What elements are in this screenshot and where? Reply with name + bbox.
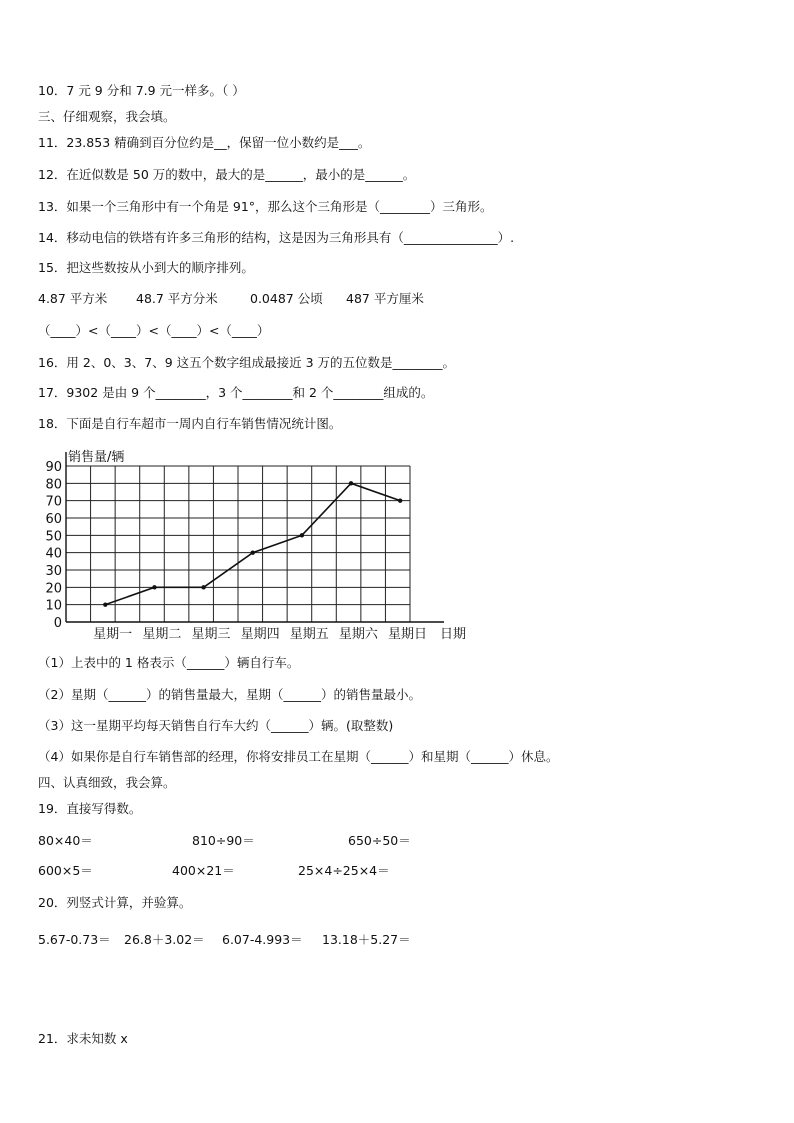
question-15-order: （____）<（____）<（____）<（____） bbox=[38, 323, 270, 338]
question-15-items bbox=[38, 291, 538, 307]
calc-item: 810÷90＝ bbox=[192, 833, 255, 848]
data-point bbox=[201, 585, 205, 589]
question-16: 16．用 2、0、3、7、9 这五个数字组成最接近 3 万的五位数是________。 bbox=[38, 355, 456, 370]
y-tick-label: 10 bbox=[45, 598, 62, 614]
question-18-2: （2）星期（______）的销售量最大，星期（______）的销售量最小。 bbox=[38, 687, 421, 702]
q15-item: 48.7 平方分米 bbox=[136, 291, 218, 306]
x-tick-label: 星期一 bbox=[93, 627, 133, 642]
y-tick-label: 50 bbox=[45, 529, 62, 545]
question-18-1: （1）上表中的 1 格表示（______）辆自行车。 bbox=[38, 655, 300, 670]
y-tick-label: 80 bbox=[45, 477, 62, 493]
section-4-heading: 四、认真细致，我会算。 bbox=[38, 775, 176, 790]
y-tick-label: 30 bbox=[45, 564, 62, 579]
y-tick-label: 90 bbox=[45, 460, 62, 475]
question-18-4: （4）如果你是自行车销售部的经理，你将安排员工在星期（______）和星期（______）休息。 bbox=[38, 749, 559, 764]
data-point bbox=[103, 602, 107, 606]
question-18: 18．下面是自行车超市一周内自行车销售情况统计图。 bbox=[38, 416, 342, 431]
question-12: 12．在近似数是 50 万的数中，最大的是______，最小的是______。 bbox=[38, 167, 416, 182]
calc-item: 5.67-0.73＝ bbox=[38, 932, 111, 947]
x-tick-label: 星期四 bbox=[240, 627, 280, 642]
question-18-3: （3）这一星期平均每天销售自行车大约（______）辆。(取整数) bbox=[38, 718, 394, 733]
data-point bbox=[349, 481, 353, 485]
y-tick-label: 20 bbox=[45, 581, 62, 597]
question-21: 21．求未知数 x bbox=[38, 1031, 128, 1046]
y-tick-label: 0 bbox=[53, 616, 62, 631]
sales-series-line bbox=[105, 483, 400, 604]
calc-item: 6.07-4.993＝ bbox=[222, 932, 303, 947]
y-tick-label: 60 bbox=[45, 512, 62, 527]
calc-item: 400×21＝ bbox=[172, 863, 235, 878]
question-15: 15．把这些数按从小到大的顺序排列。 bbox=[38, 260, 254, 275]
question-17: 17．9302 是由 9 个________，3 个________和 2 个________组成的。 bbox=[38, 385, 434, 400]
y-axis-label: 销售量/辆 bbox=[68, 450, 125, 465]
data-point bbox=[251, 550, 255, 554]
question-10: 10．7 元 9 分和 7.9 元一样多。（ ） bbox=[38, 83, 245, 98]
calc-item: 80×40＝ bbox=[38, 833, 93, 848]
question-11: 11．23.853 精确到百分位约是__，保留一位小数约是___。 bbox=[38, 135, 371, 150]
calc-item: 26.8＋3.02＝ bbox=[124, 932, 205, 947]
question-19: 19．直接写得数。 bbox=[38, 801, 142, 816]
q15-item: 0.0487 公顷 bbox=[250, 291, 323, 306]
data-point bbox=[152, 585, 156, 589]
calc-item: 650÷50＝ bbox=[348, 833, 411, 848]
data-point bbox=[398, 498, 402, 502]
x-tick-label: 星期六 bbox=[338, 627, 378, 642]
question-19-row-2 bbox=[38, 863, 538, 879]
x-tick-label: 星期二 bbox=[142, 627, 182, 642]
question-19-row-1 bbox=[38, 833, 538, 849]
question-20: 20．列竖式计算，并验算。 bbox=[38, 895, 192, 910]
y-tick-label: 70 bbox=[45, 494, 62, 510]
question-14: 14．移动电信的铁塔有许多三角形的结构，这是因为三角形具有（_______________）. bbox=[38, 230, 515, 245]
data-point bbox=[300, 533, 304, 537]
calc-item: 13.18＋5.27＝ bbox=[322, 932, 411, 947]
question-20-row bbox=[38, 932, 538, 948]
x-tick-label: 星期日 bbox=[388, 627, 428, 642]
question-13: 13．如果一个三角形中有一个角是 91°，那么这个三角形是（________）三角形。 bbox=[38, 199, 493, 214]
y-tick-label: 40 bbox=[45, 546, 62, 562]
sales-line-chart bbox=[34, 445, 474, 645]
calc-item: 600×5＝ bbox=[38, 863, 93, 878]
x-tick-label: 星期五 bbox=[289, 627, 329, 642]
x-tick-label: 星期三 bbox=[191, 627, 231, 642]
section-3-heading: 三、仔细观察，我会填。 bbox=[38, 109, 176, 124]
calc-item: 25×4÷25×4＝ bbox=[298, 863, 390, 878]
q15-item: 4.87 平方米 bbox=[38, 291, 108, 306]
x-axis-label: 日期 bbox=[440, 627, 467, 642]
q15-item: 487 平方厘米 bbox=[346, 291, 424, 306]
